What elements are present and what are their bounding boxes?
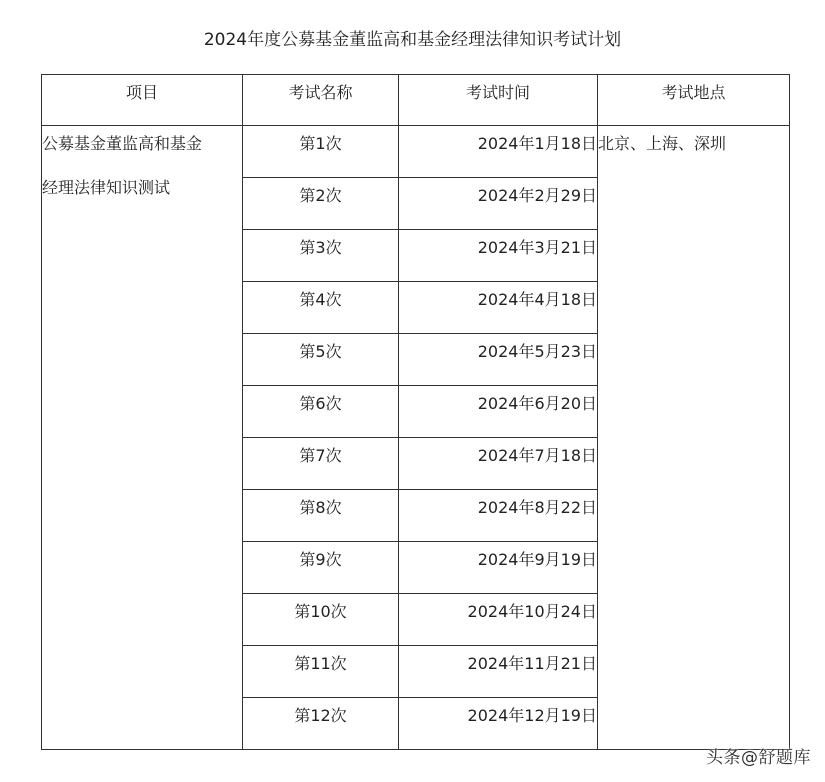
exam-name-cell: 第6次 [243, 386, 399, 438]
header-exam-location: 考试地点 [598, 75, 790, 126]
exam-name-cell: 第10次 [243, 594, 399, 646]
exam-date-cell: 2024年7月18日 [399, 438, 598, 490]
exam-date-cell: 2024年10月24日 [399, 594, 598, 646]
project-cell [42, 126, 243, 750]
table-body [42, 126, 790, 750]
location-cell: 北京、上海、深圳 [598, 126, 790, 750]
exam-name-cell: 第7次 [243, 438, 399, 490]
exam-name-cell: 第1次 [243, 126, 399, 178]
project-text-line-1: 公募基金董监高和基金 [42, 134, 203, 153]
exam-name-cell: 第11次 [243, 646, 399, 698]
exam-date-cell: 2024年3月21日 [399, 230, 598, 282]
exam-date-cell: 2024年2月29日 [399, 178, 598, 230]
exam-date-cell: 2024年11月21日 [399, 646, 598, 698]
exam-name-cell: 第9次 [243, 542, 399, 594]
exam-name-cell: 第8次 [243, 490, 399, 542]
exam-date-cell: 2024年8月22日 [399, 490, 598, 542]
exam-date-cell: 2024年12月19日 [399, 698, 598, 750]
exam-name-cell: 第12次 [243, 698, 399, 750]
exam-date-cell: 2024年4月18日 [399, 282, 598, 334]
exam-date-cell: 2024年1月18日 [399, 126, 598, 178]
exam-name-cell: 第2次 [243, 178, 399, 230]
table-header-row [42, 75, 790, 126]
exam-name-cell: 第3次 [243, 230, 399, 282]
exam-date-cell: 2024年6月20日 [399, 386, 598, 438]
exam-name-cell: 第4次 [243, 282, 399, 334]
header-project: 项目 [42, 75, 243, 126]
exam-date-cell: 2024年9月19日 [399, 542, 598, 594]
header-exam-name: 考试名称 [243, 75, 399, 126]
page-title: 2024年度公募基金董监高和基金经理法律知识考试计划 [203, 30, 622, 50]
exam-name-cell: 第5次 [243, 334, 399, 386]
header-exam-time: 考试时间 [399, 75, 598, 126]
watermark: 头条@舒题库 [706, 748, 811, 768]
table-row [42, 126, 790, 178]
exam-schedule-table [41, 74, 790, 750]
exam-date-cell: 2024年5月23日 [399, 334, 598, 386]
project-text-line-2: 经理法律知识测试 [42, 178, 171, 197]
